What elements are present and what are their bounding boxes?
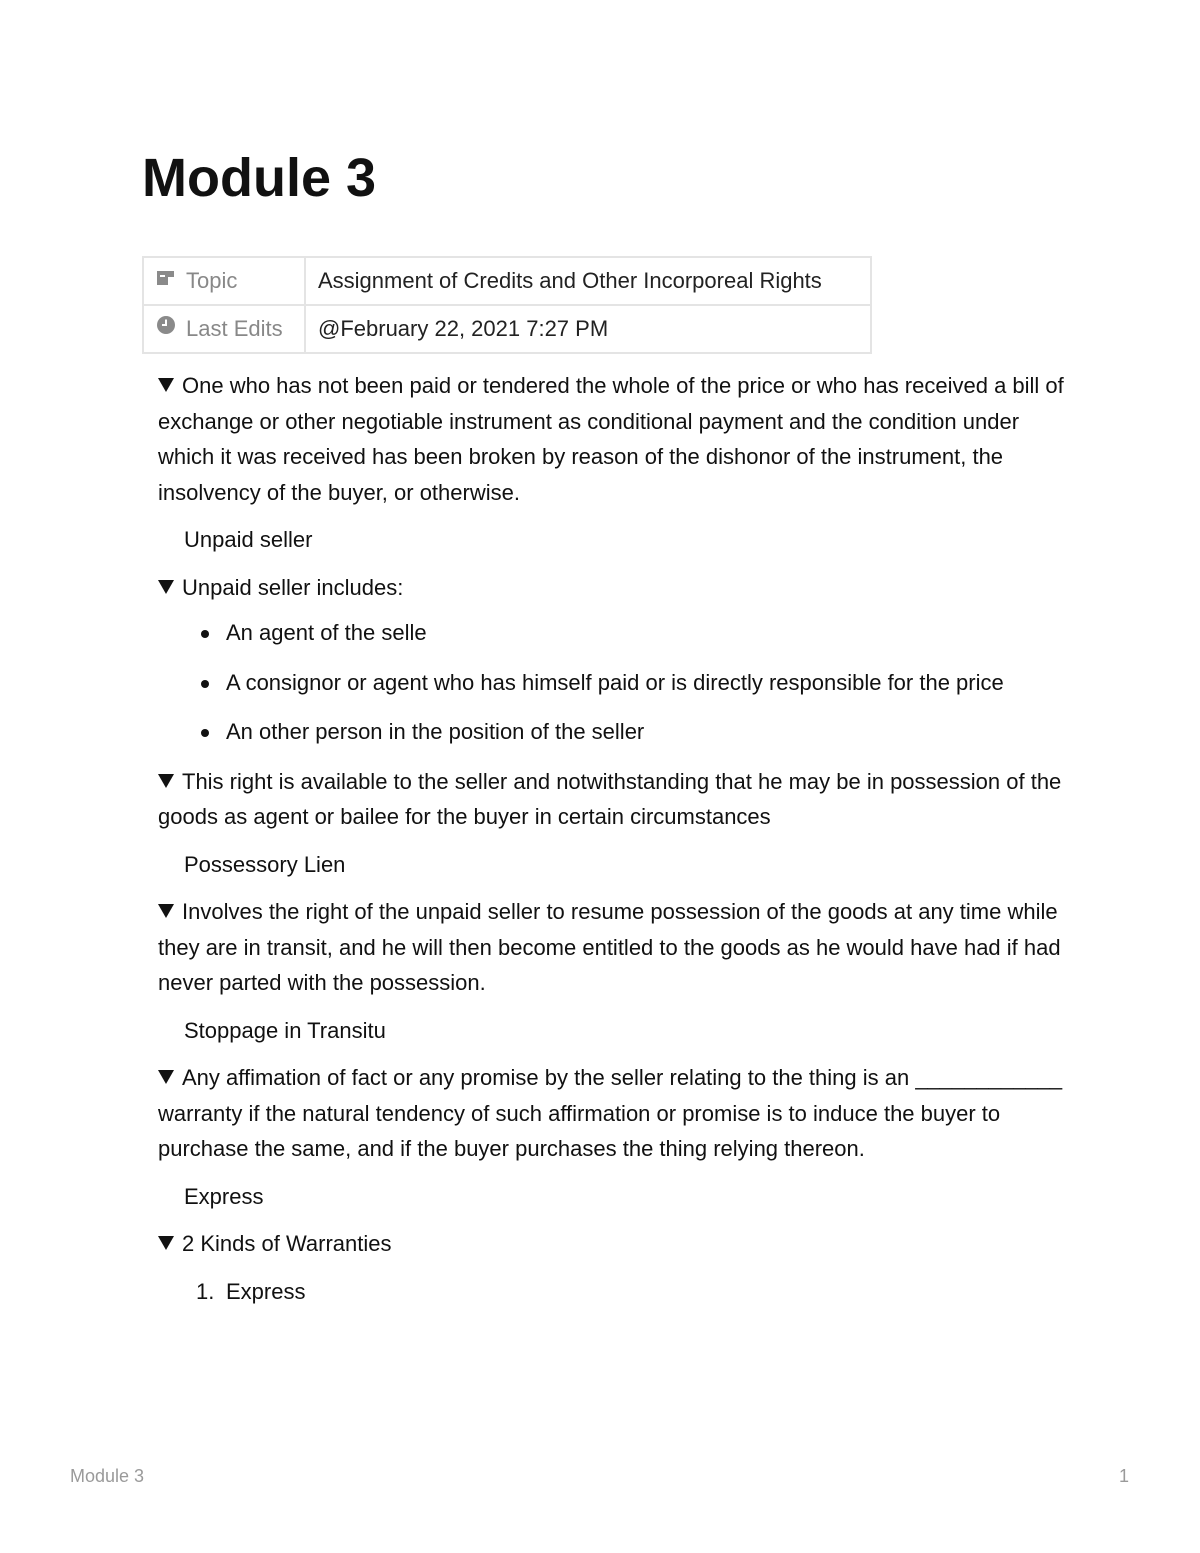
- toggle-answer: Unpaid seller: [184, 527, 313, 552]
- list-item: An agent of the selle: [226, 615, 1068, 651]
- list-number: 1.: [196, 1278, 215, 1304]
- bullet-list: [158, 615, 1068, 750]
- property-label: Last Edits: [186, 316, 283, 341]
- toggle-triangle-icon[interactable]: [158, 1070, 174, 1084]
- toggle-question: Any affimation of fact or any promise by the seller relating to the thing is an ____________ warranty if the natural tendency of such affirmation or promise is to induce the buyer to purchase the same, and if the buyer purchases the thing relying thereon.: [158, 1065, 1063, 1161]
- toggle-block: [158, 764, 1068, 883]
- property-label: Topic: [186, 268, 238, 293]
- toggle-header[interactable]: [158, 764, 1068, 835]
- toggle-header[interactable]: [158, 894, 1068, 1001]
- text-property-icon: [156, 267, 176, 293]
- toggle-header[interactable]: [158, 1060, 1068, 1167]
- property-name-cell: [143, 305, 305, 353]
- toggle-header[interactable]: [158, 368, 1068, 510]
- property-name-cell: [143, 257, 305, 305]
- toggle-triangle-icon[interactable]: [158, 580, 174, 594]
- toggle-answer: Possessory Lien: [184, 851, 346, 877]
- toggle-question: One who has not been paid or tendered the whole of the price or who has received a bill of exchange or other negotiable instrument as conditional payment and the condition under which it was received has been broken by reason of the dishonor of the instrument, the insolvency of the buyer, or otherwise.: [158, 373, 1064, 505]
- toggle-question: 2 Kinds of Warranties: [182, 1231, 392, 1256]
- toggle-question: This right is available to the seller and notwithstanding that he may be in possession of the goods as agent or bailee for the buyer in certain circumstances: [158, 768, 1062, 829]
- toggle-block: [158, 1226, 1068, 1309]
- list-item-text: Express: [226, 1278, 306, 1304]
- page-content: [158, 368, 1068, 1309]
- toggle-question: Unpaid seller includes:: [182, 574, 404, 600]
- toggle-answer: Stoppage in Transitu: [184, 1017, 386, 1043]
- toggle-triangle-icon[interactable]: [158, 378, 174, 392]
- toggle-block: [158, 894, 1068, 1048]
- numbered-list: [158, 1274, 1068, 1310]
- list-item: [196, 1274, 1068, 1310]
- toggle-triangle-icon[interactable]: [158, 774, 174, 788]
- toggle-header[interactable]: [158, 570, 1068, 606]
- clock-icon: [156, 315, 176, 341]
- toggle-triangle-icon[interactable]: [158, 1236, 174, 1250]
- property-row-last-edits: [143, 305, 871, 353]
- toggle-block: [158, 570, 1068, 750]
- property-value[interactable]: @February 22, 2021 7:27 PM: [305, 305, 871, 353]
- page-number: 1: [1119, 1466, 1130, 1486]
- toggle-header[interactable]: [158, 1226, 1068, 1262]
- toggle-block: [158, 368, 1068, 558]
- toggle-triangle-icon[interactable]: [158, 904, 174, 918]
- property-value[interactable]: Assignment of Credits and Other Incorporeal Rights: [305, 257, 871, 305]
- toggle-answer: Express: [184, 1183, 264, 1209]
- properties-table: [142, 256, 872, 354]
- toggle-question: Involves the right of the unpaid seller to resume possession of the goods at any time while they are in transit, and he will then become entitled to the goods as he would have had if had never parted with the possession.: [158, 899, 1061, 995]
- list-item: A consignor or agent who has himself paid or is directly responsible for the price: [226, 665, 1068, 701]
- footer-title: Module 3: [70, 1466, 145, 1486]
- toggle-block: [158, 1060, 1068, 1214]
- list-item: An other person in the position of the seller: [226, 714, 1068, 750]
- page-title: Module 3: [142, 148, 377, 208]
- property-row-topic: [143, 257, 871, 305]
